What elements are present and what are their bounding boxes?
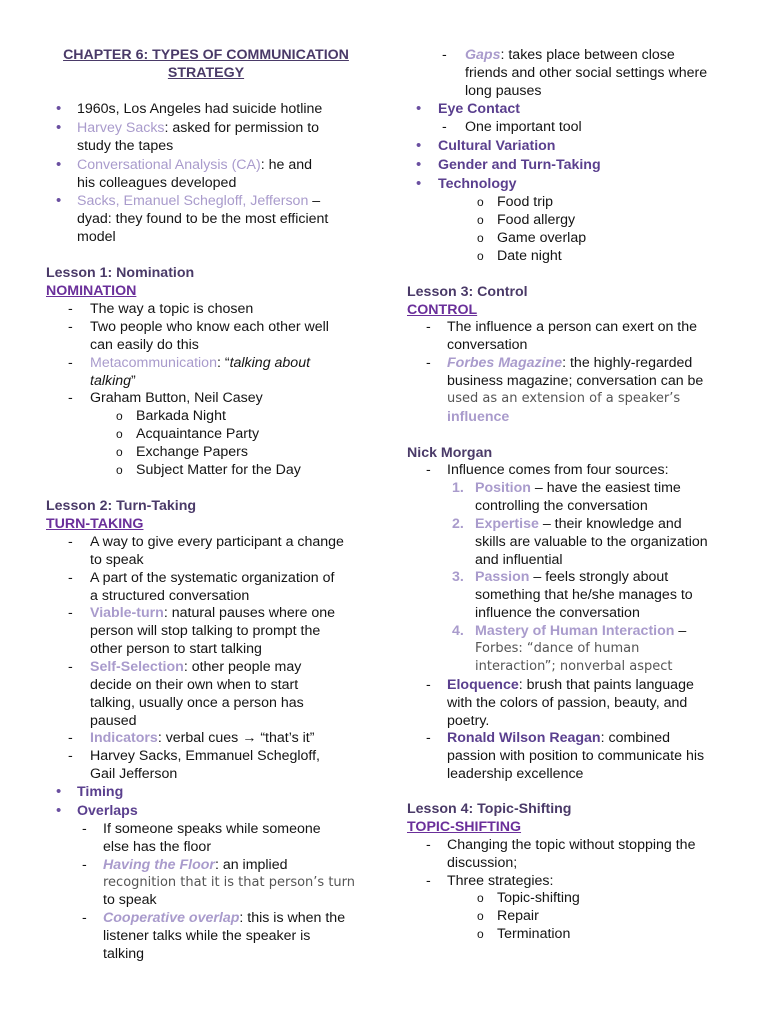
- source-expertise-cont: skills are valuable to the organization: [475, 534, 708, 550]
- section-topic-shifting: TOPIC-SHIFTING: [407, 819, 522, 835]
- turn-item-1: A way to give every participant a change: [90, 534, 344, 550]
- turn-item-3-cont: other person to start talking: [90, 641, 262, 657]
- source-expertise: [475, 515, 682, 533]
- eloquence-item: [447, 676, 694, 694]
- dash-marker: -: [68, 390, 73, 406]
- page-title-line-2: STRATEGY: [167, 65, 245, 81]
- term-viable-turn: Viable-turn: [90, 605, 164, 621]
- dash-marker: -: [426, 319, 431, 335]
- dash-marker: -: [426, 462, 431, 478]
- control-item-2-cont: business magazine; conversation can be: [447, 373, 704, 389]
- strategy-termination: Termination: [497, 926, 571, 942]
- term-having-the-floor: Having the Floor: [103, 857, 215, 873]
- nomination-item-3: [90, 354, 310, 372]
- control-item-1-cont: conversation: [447, 337, 528, 353]
- dash-marker: -: [68, 659, 73, 675]
- text: : other people may: [183, 659, 302, 675]
- strategy-topic-shifting: Topic-shifting: [497, 890, 580, 906]
- turn-item-4-cont: decide on their own when to start: [90, 677, 299, 693]
- turn-item-2: A part of the systematic organization of: [90, 570, 335, 586]
- circle-marker: o: [477, 231, 484, 245]
- term-metacommunication: Metacommunication: [90, 355, 217, 371]
- turn-item-3-cont: person will stop talking to prompt the: [90, 623, 321, 639]
- text: – have the easiest time: [530, 480, 681, 496]
- overlap-item-1-cont: else has the floor: [103, 839, 212, 855]
- topic-eye-contact: Eye Contact: [438, 101, 520, 117]
- term-harvey-sacks: Harvey Sacks: [77, 120, 165, 136]
- intro-bullet-4: [77, 192, 320, 210]
- bullet-marker: •: [416, 156, 422, 173]
- dash-marker: -: [68, 570, 73, 586]
- intro-bullet-1: 1960s, Los Angeles had suicide hotline: [77, 101, 323, 117]
- dash-marker: -: [82, 910, 87, 926]
- dash-marker: -: [68, 355, 73, 371]
- circle-marker: o: [477, 195, 484, 209]
- bullet-marker: •: [416, 100, 422, 117]
- source-mastery: [475, 622, 686, 640]
- strategy-repair: Repair: [497, 908, 539, 924]
- source-position-cont: controlling the conversation: [475, 498, 648, 514]
- lesson-4-heading: Lesson 4: Topic-Shifting: [407, 801, 572, 817]
- term-mastery-of-human-interaction: Mastery of Human Interaction: [475, 623, 675, 639]
- term-ronald-wilson-reagan: Ronald Wilson Reagan: [447, 730, 601, 746]
- text: : the highly-regarded: [562, 355, 693, 371]
- page-title-line-1: CHAPTER 6: TYPES OF COMMUNICATION: [63, 47, 349, 63]
- dash-marker: -: [68, 748, 73, 764]
- intro-bullet-2: [77, 119, 319, 137]
- source-expertise-cont: and influential: [475, 552, 563, 568]
- lesson-2-heading: Lesson 2: Turn-Taking: [46, 498, 197, 514]
- text: : an implied: [214, 857, 288, 873]
- source-passion-cont: influence the conversation: [475, 605, 640, 621]
- topic-technology: Technology: [438, 176, 517, 192]
- topic-shifting-item-2: Three strategies:: [447, 873, 554, 889]
- term-conversational-analysis: Conversational Analysis (CA): [77, 157, 261, 173]
- source-mastery-cont: Forbes: “dance of human: [475, 641, 640, 656]
- circle-marker: o: [116, 445, 123, 459]
- dash-marker: -: [426, 837, 431, 853]
- intro-bullet-4-cont: model: [77, 229, 116, 245]
- dash-marker: -: [82, 857, 87, 873]
- nomination-sub-4: Subject Matter for the Day: [136, 462, 301, 478]
- text: : combined: [600, 730, 670, 746]
- turn-item-4: [90, 658, 301, 676]
- term-influence: influence: [447, 409, 510, 425]
- control-item-2-cont: used as an extension of a speaker’s: [447, 391, 681, 406]
- circle-marker: o: [477, 891, 484, 905]
- technology-sub-4: Date night: [497, 248, 562, 264]
- circle-marker: o: [116, 409, 123, 423]
- circle-marker: o: [477, 909, 484, 923]
- overlap-item-2-cont: recognition that it is that person’s turn: [103, 875, 356, 890]
- technology-sub-1: Food trip: [497, 194, 553, 210]
- circle-marker: o: [116, 463, 123, 477]
- text: : takes place between close: [500, 47, 675, 63]
- eye-contact-sub: One important tool: [465, 119, 582, 135]
- dash-marker: -: [442, 119, 447, 135]
- nomination-item-2-cont: can easily do this: [90, 337, 199, 353]
- control-item-1: The influence a person can exert on the: [447, 319, 698, 335]
- eloquence-item-cont: with the colors of passion, beauty, and: [447, 695, 688, 711]
- dash-marker: -: [68, 605, 73, 621]
- nomination-item-4: Graham Button, Neil Casey: [90, 390, 263, 406]
- reagan-item: [447, 729, 670, 747]
- turn-item-5: [90, 729, 314, 747]
- term-position: Position: [475, 480, 531, 496]
- term-indicators: Indicators: [90, 730, 158, 746]
- topic-cultural-variation: Cultural Variation: [438, 138, 556, 154]
- number-marker: 3.: [452, 569, 464, 585]
- term-self-selection: Self-Selection: [90, 659, 184, 675]
- nomination-item-1: The way a topic is chosen: [90, 301, 254, 317]
- text: –: [308, 193, 321, 209]
- intro-bullet-4-cont: dyad: they found to be the most efficient: [77, 211, 329, 227]
- bullet-marker: •: [56, 802, 62, 819]
- technology-sub-3: Game overlap: [497, 230, 587, 246]
- dash-marker: -: [426, 355, 431, 371]
- text: : natural pauses where one: [163, 605, 335, 621]
- circle-marker: o: [477, 927, 484, 941]
- text: : asked for permission to: [164, 120, 320, 136]
- circle-marker: o: [477, 213, 484, 227]
- nomination-sub-1: Barkada Night: [136, 408, 226, 424]
- nomination-sub-2: Acquaintance Party: [136, 426, 260, 442]
- intro-bullet-3-cont: his colleagues developed: [77, 175, 237, 191]
- turn-item-4-cont: paused: [90, 713, 137, 729]
- dash-marker: -: [426, 730, 431, 746]
- overlap-item-3-cont: talking: [103, 946, 145, 962]
- text: : “: [216, 355, 230, 371]
- nick-morgan-heading: Nick Morgan: [407, 445, 493, 461]
- text: talking: [90, 373, 132, 389]
- nomination-item-2: Two people who know each other well: [90, 319, 329, 335]
- reagan-item-cont: leadership excellence: [447, 766, 584, 782]
- intro-bullet-2-cont: study the tapes: [77, 138, 174, 154]
- text: : verbal cues: [157, 730, 243, 746]
- bullet-marker: •: [56, 119, 62, 136]
- bullet-marker: •: [56, 192, 62, 209]
- overlap-item-3-cont: listener talks while the speaker is: [103, 928, 311, 944]
- circle-marker: o: [116, 427, 123, 441]
- section-nomination: NOMINATION: [46, 283, 137, 299]
- topic-timing: Timing: [77, 784, 124, 800]
- overlap-item-2: [103, 856, 288, 874]
- dash-marker: -: [442, 47, 447, 63]
- section-control: CONTROL: [407, 302, 478, 318]
- text: – feels strongly about: [529, 569, 669, 585]
- dash-marker: -: [426, 873, 431, 889]
- gaps-item-cont: long pauses: [465, 83, 542, 99]
- dash-marker: -: [426, 677, 431, 693]
- bullet-marker: •: [416, 175, 422, 192]
- turn-item-1-cont: to speak: [90, 552, 144, 568]
- bullet-marker: •: [56, 100, 62, 117]
- text: : this is when the: [239, 910, 346, 926]
- arrow-icon: →: [242, 730, 257, 746]
- intro-bullet-3: [77, 156, 312, 174]
- dash-marker: -: [68, 301, 73, 317]
- gaps-item: [465, 46, 675, 64]
- turn-item-4-cont: talking, usually once a person has: [90, 695, 304, 711]
- number-marker: 2.: [452, 516, 464, 532]
- section-turn-taking: TURN-TAKING: [46, 516, 144, 532]
- nick-item-1: Influence comes from four sources:: [447, 462, 669, 478]
- text: : brush that paints language: [518, 677, 694, 693]
- term-expertise: Expertise: [475, 516, 539, 532]
- text: : he and: [260, 157, 313, 173]
- text: ”: [131, 373, 136, 389]
- turn-item-6: Harvey Sacks, Emmanuel Schegloff,: [90, 748, 320, 764]
- bullet-marker: •: [56, 156, 62, 173]
- overlap-item-1: If someone speaks while someone: [103, 821, 321, 837]
- lesson-3-heading: Lesson 3: Control: [407, 284, 528, 300]
- term-gaps: Gaps: [465, 47, 501, 63]
- eloquence-item-cont: poetry.: [447, 713, 490, 729]
- topic-shifting-item-1-cont: discussion;: [447, 855, 518, 871]
- turn-item-3: [90, 604, 335, 622]
- source-passion: [475, 568, 668, 586]
- dash-marker: -: [82, 821, 87, 837]
- topic-shifting-item-1: Changing the topic without stopping the: [447, 837, 696, 853]
- reagan-item-cont: passion with position to communicate his: [447, 748, 705, 764]
- nomination-sub-3: Exchange Papers: [136, 444, 248, 460]
- topic-gender-turn-taking: Gender and Turn-Taking: [438, 157, 601, 173]
- term-cooperative-overlap: Cooperative overlap: [103, 910, 240, 926]
- turn-item-6-cont: Gail Jefferson: [90, 766, 178, 782]
- source-passion-cont: something that he/she manages to: [475, 587, 693, 603]
- dash-marker: -: [68, 534, 73, 550]
- turn-item-2-cont: a structured conversation: [90, 588, 250, 604]
- number-marker: 4.: [452, 623, 464, 639]
- text: talking about: [229, 355, 311, 371]
- overlap-item-2-cont: to speak: [103, 892, 157, 908]
- text: “that’s it”: [256, 730, 315, 746]
- bullet-marker: •: [56, 783, 62, 800]
- control-item-2: [447, 354, 692, 372]
- term-passion: Passion: [475, 569, 530, 585]
- circle-marker: o: [477, 249, 484, 263]
- nomination-item-3-cont: [90, 372, 136, 390]
- overlap-item-3: [103, 909, 345, 927]
- dash-marker: -: [68, 730, 73, 746]
- bullet-marker: •: [416, 137, 422, 154]
- term-forbes-magazine: Forbes Magazine: [447, 355, 563, 371]
- topic-overlaps: Overlaps: [77, 803, 138, 819]
- gaps-item-cont: friends and other social settings where: [465, 65, 708, 81]
- lesson-1-heading: Lesson 1: Nomination: [46, 265, 195, 281]
- technology-sub-2: Food allergy: [497, 212, 576, 228]
- number-marker: 1.: [452, 480, 464, 496]
- text: –: [674, 623, 687, 639]
- term-eloquence: Eloquence: [447, 677, 519, 693]
- source-mastery-cont: interaction”; nonverbal aspect: [475, 659, 673, 674]
- text: – their knowledge and: [538, 516, 682, 532]
- source-position: [475, 479, 681, 497]
- term-sacks-schegloff-jefferson: Sacks, Emanuel Schegloff, Jefferson: [77, 193, 309, 209]
- dash-marker: -: [68, 319, 73, 335]
